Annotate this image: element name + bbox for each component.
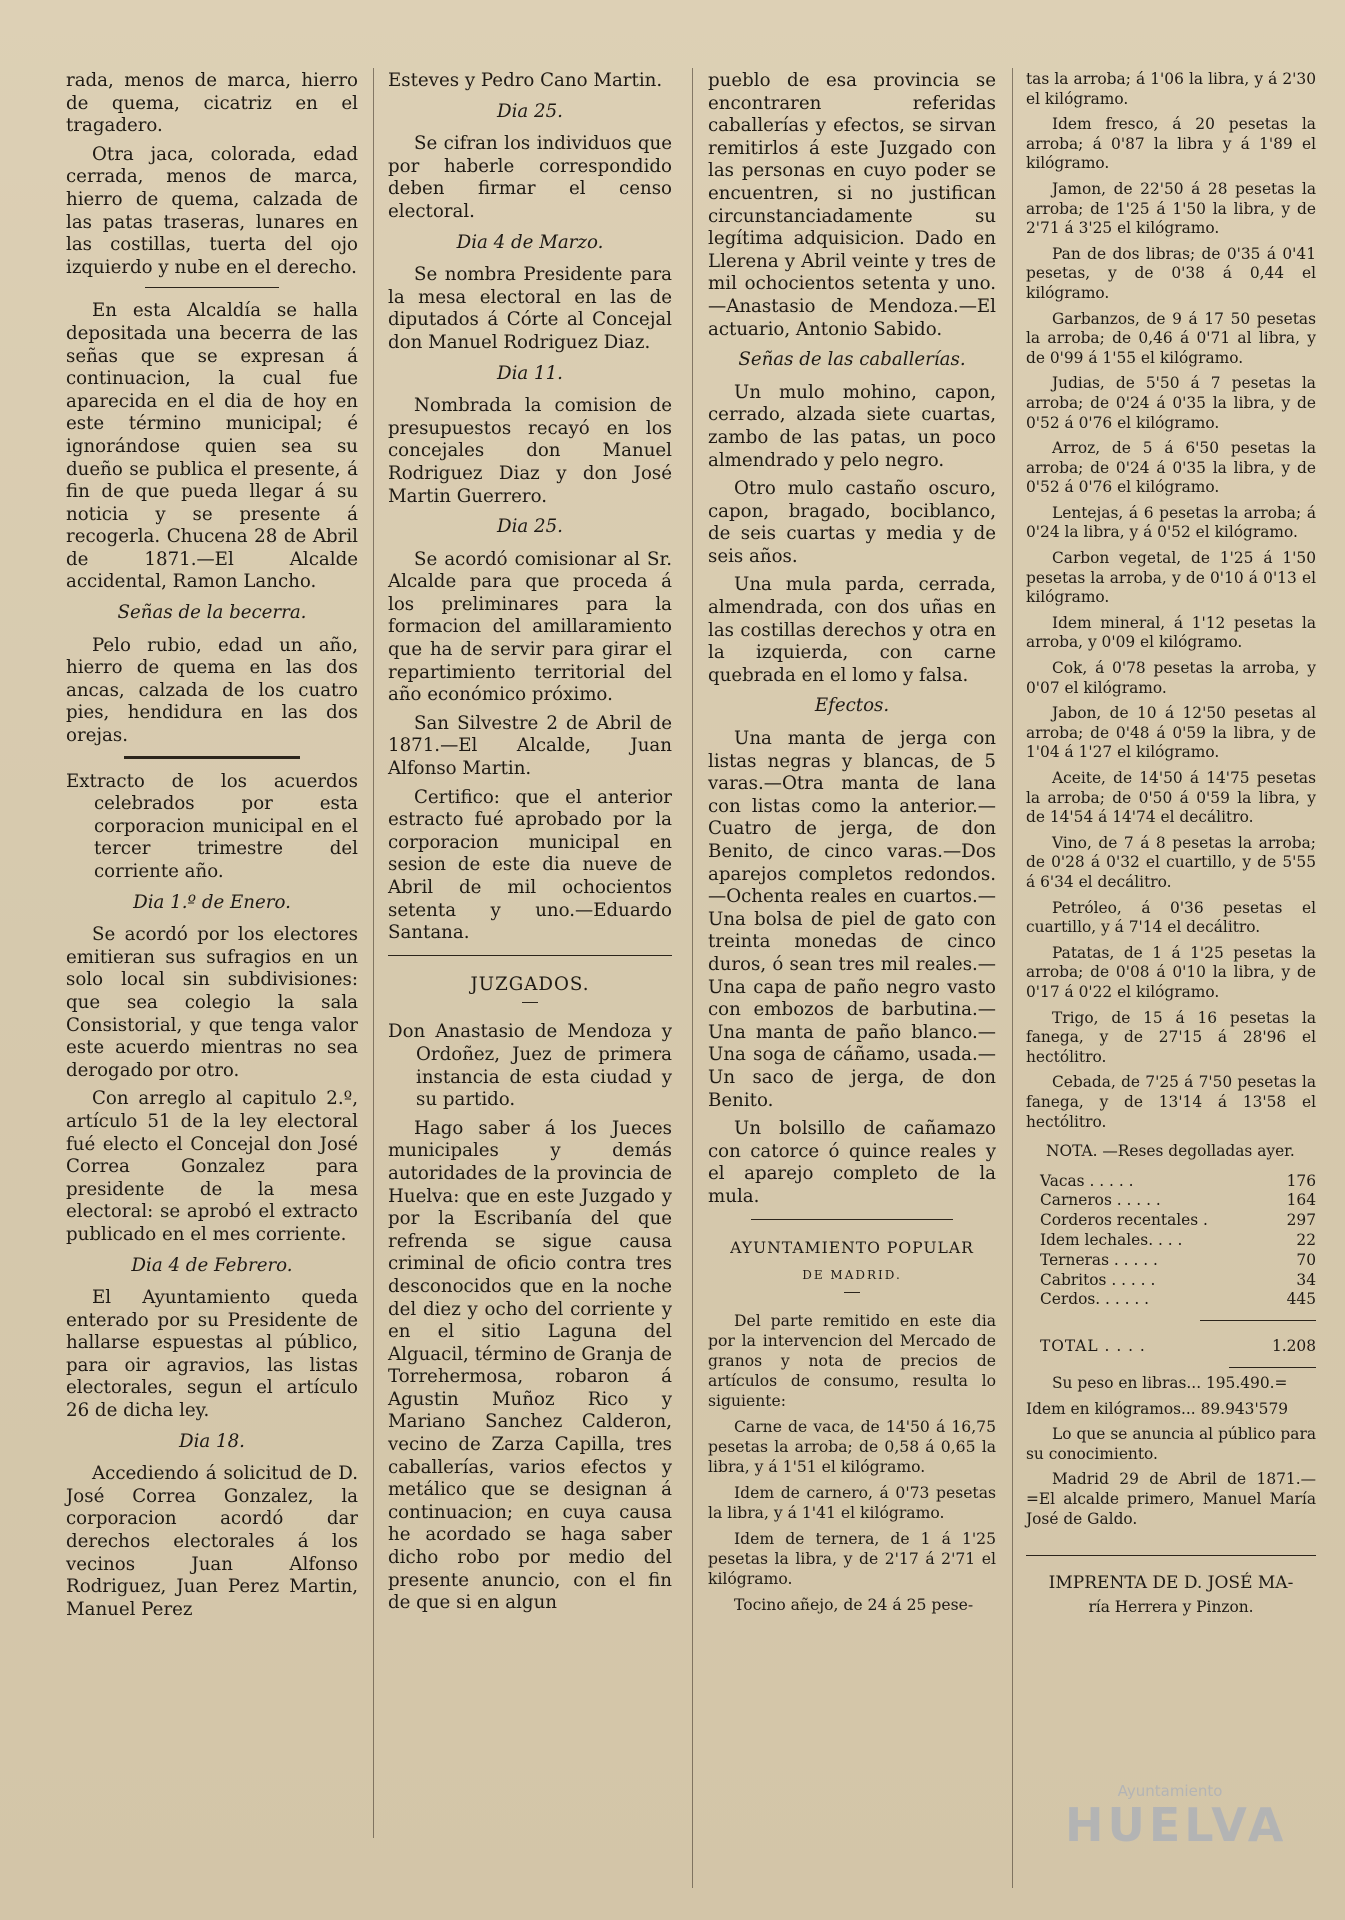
weight-kilogramos: Idem en kilógramos... 89.943'579 — [1026, 1399, 1289, 1418]
column-rule — [692, 68, 693, 1888]
date-heading: Dia 4 de Marzo. — [456, 231, 604, 253]
paragraph: Otro mulo castaño oscuro, capon, bragado, bociblanco, de seis cuartas y media y de seis años. — [708, 478, 996, 567]
weight-libras: Su peso en libras... 195.490.= — [1052, 1374, 1288, 1393]
date-heading: Dia 1.º de Enero. — [133, 891, 291, 913]
paragraph: Del parte remitido en este dia por la intervencion del Mercado de granos y nota de precios de artículos de consumo, resulta lo siguiente: — [708, 1312, 996, 1411]
paragraph: Esteves y Pedro Cano Martin. — [388, 70, 663, 91]
paragraph: Accediendo á solicitud de D. José Correa Gonzalez, la corporacion acordó dar derechos electorales á los vecinos Juan Alfonso Rodriguez, Juan Perez Martin, Manuel Perez — [66, 1463, 358, 1620]
reses-label: Cerdos. . . . . . — [1040, 1290, 1150, 1309]
table-row — [1026, 1271, 1316, 1291]
reses-value: 297 — [1286, 1211, 1316, 1230]
reses-label: Terneras . . . . . — [1040, 1250, 1158, 1269]
price-item: Lentejas, á 6 pesetas la arroba; á 0'24 la libra, y á 0'52 el kilógramo. — [1026, 503, 1316, 542]
separator — [844, 1292, 860, 1293]
price-item: Carbon vegetal, de 1'25 á 1'50 pesetas la arroba, y de 0'10 á 0'13 el kilógramo. — [1026, 549, 1316, 607]
slaughter-table — [1026, 1172, 1316, 1311]
watermark-text: Ayuntamiento — [1117, 1782, 1223, 1800]
date-heading: Dia 18. — [179, 1430, 245, 1452]
section-subheading: DE MADRID. — [802, 1267, 902, 1282]
date-heading: Dia 25. — [497, 100, 563, 122]
price-item: Arroz, de 5 á 6'50 pesetas la arroba; de 0'24 á 0'35 la libra, y de 0'52 á 0'76 el kilógramo. — [1026, 439, 1316, 497]
total-value: 1.208 — [1271, 1337, 1316, 1356]
column-rule — [1012, 68, 1013, 1888]
reses-value: 164 — [1286, 1191, 1316, 1210]
paragraph: Una manta de jerga con listas negras y blancas, de 5 varas.—Otra manta de lana con listas como la anterior.—Cuatro de jerga, de don Benito, de cinco varas.—Dos aparejos completos redondos.—Ochenta reales en cuartos.—Una bolsa de piel de gato con treinta monedas de cinco duros, ó sean tres mil reales.—Una capa de paño negro vasto con embozos de barbutina.—Una manta de paño blanco.—Una soga de cáñamo, usada.—Un saco de jerga, de don Benito. — [708, 728, 996, 1111]
separator — [145, 287, 279, 288]
column-rule — [373, 68, 374, 1838]
signature-line: San Silvestre 2 de Abril de 1871.—El Alcalde, Juan Alfonso Martin. — [388, 712, 672, 780]
price-item: Idem de ternera, de 1 á 1'25 pesetas la libra, y de 2'17 á 2'71 el kilógramo. — [708, 1530, 996, 1589]
reses-value: 34 — [1296, 1270, 1316, 1289]
reses-value: 22 — [1296, 1231, 1316, 1250]
price-item: Judias, de 5'50 á 7 pesetas la arroba; de 0'24 á 0'35 la libra, y de 0'52 á 0'76 el kilógramo. — [1026, 374, 1316, 432]
separator — [124, 756, 299, 759]
table-row — [1026, 1290, 1316, 1310]
price-item: Jabon, de 10 á 12'50 pesetas al arroba; de 0'48 á 0'59 la libra, y de 1'04 á 1'27 el kilógramo. — [1026, 704, 1316, 762]
column-2 — [388, 70, 672, 1621]
reses-label: Vacas . . . . . — [1040, 1171, 1134, 1190]
reses-value: 176 — [1286, 1171, 1316, 1190]
printer-imprint: ría Herrera y Pinzon. — [1088, 1597, 1254, 1616]
table-row — [1026, 1211, 1316, 1231]
price-item: Idem fresco, á 20 pesetas la arroba; á 0'87 la libra y á 1'89 el kilógramo. — [1026, 115, 1316, 173]
separator — [388, 955, 672, 956]
separator — [1026, 1555, 1316, 1556]
paragraph: Se acordó comisionar al Sr. Alcalde para que proceda á los preliminares para la formacion del amillaramiento que ha de servir para girar el repartimiento territorial del año económico próximo. — [388, 548, 672, 706]
price-item: tas la arroba; á 1'06 la libra, y á 2'30 el kilógramo. — [1026, 70, 1316, 108]
reses-label: Idem lechales. . . . — [1040, 1231, 1183, 1250]
price-item: Idem de carnero, á 0'73 pesetas la libra, y á 1'41 el kilógramo. — [708, 1484, 996, 1523]
watermark-text: HUELVA — [1065, 1798, 1288, 1852]
paragraph: El Ayuntamiento queda enterado por su Presidente de hallarse espuestas al público, para oir agravios, las listas electorales, segun el artículo 26 de dicha ley. — [66, 1287, 358, 1422]
price-item: Carne de vaca, de 14'50 á 16,75 pesetas la arroba; de 0,58 á 0,65 la libra, y á 1'51 el kilógramo. — [708, 1418, 996, 1477]
column-3 — [708, 70, 996, 1621]
price-item: Trigo, de 15 á 16 pesetas la fanega, y de 27'15 á 28'96 el hectólitro. — [1026, 1008, 1316, 1066]
price-item: Vino, de 7 á 8 pesetas la arroba; de 0'28 á 0'32 el cuartillo, y de 5'55 á 6'34 el decálitro. — [1026, 833, 1316, 891]
paragraph: Un bolsillo de cañamazo con catorce ó quince reales y el aparejo completo de la mula. — [708, 1118, 996, 1207]
section-title: Señas de la becerra. — [117, 602, 307, 624]
paragraph: Se nombra Presidente para la mesa electoral en las de diputados á Córte al Concejal don Manuel Rodriguez Diaz. — [388, 264, 672, 353]
table-row — [1026, 1251, 1316, 1271]
paragraph: Se acordó por los electores emitieran sus sufragios en un solo local sin subdivisiones: que sea colegio la sala Consistorial, y que tenga valor este acuerdo mientras no sea derogado por otro. — [66, 924, 358, 1081]
paragraph: Nombrada la comision de presupuestos recayó en los concejales don Manuel Rodriguez Diaz y don José Martin Guerrero. — [388, 395, 672, 507]
paragraph: Se cifran los individuos que por haberle correspondido deben firmar el censo electoral. — [388, 133, 672, 222]
paragraph: rada, menos de marca, hierro de quema, cicatriz en el tragadero. — [66, 70, 358, 137]
date-heading: Dia 25. — [497, 516, 563, 538]
notice-becerra: En esta Alcaldía se halla depositada una becerra de las señas que se expresan á continuacion, la cual fue aparecida en el dia de hoy en este término municipal; é ignorándose quien sea su dueño se publica el presente, á fin de que pueda llegar á su noticia y se presente á recogerla. Chucena 28 de Abril de 1871.—El Alcalde accidental, Ramon Lancho. — [66, 300, 358, 593]
reses-value: 445 — [1286, 1290, 1316, 1309]
reses-label: Carneros . . . . . — [1040, 1191, 1161, 1210]
price-item: Petróleo, á 0'36 pesetas el cuartillo, y á 7'14 el decálitro. — [1026, 898, 1316, 937]
section-heading-ayuntamiento: AYUNTAMIENTO POPULAR — [730, 1238, 974, 1257]
price-item: Cebada, de 7'25 á 7'50 pesetas la fanega, y de 13'14 á 13'58 el hectólitro. — [1026, 1073, 1316, 1131]
column-1 — [66, 70, 358, 1627]
paragraph: Otra jaca, colorada, edad cerrada, menos de marca, hierro de quema, calzada de las patas traseras, lunares en las costillas, tuerta del ojo izquierdo y nube en el derecho. — [66, 143, 358, 278]
separator — [522, 1002, 538, 1003]
section-title: Efectos. — [814, 695, 890, 717]
table-row — [1026, 1191, 1316, 1211]
price-item: Tocino añejo, de 24 á 25 pese- — [734, 1596, 974, 1615]
date-heading: Dia 11. — [497, 362, 563, 384]
paragraph: Una mula parda, cerrada, almendrada, con dos uñas en las costillas derechos y otra en la izquierda, con carne quebrada en el lomo y falsa. — [708, 574, 996, 686]
paragraph: Un mulo mohino, capon, cerrado, alzada siete cuartas, zambo de las patas, un poco almendrado y pelo negro. — [708, 381, 996, 471]
section-heading-juzgados: JUZGADOS. — [470, 973, 590, 995]
total-label: TOTAL . . . . — [1040, 1337, 1146, 1356]
judge-name: Don Anastasio de Mendoza y Ordoñez, Juez de primera instancia de esta ciudad y su partido. — [388, 1021, 672, 1111]
total-table — [1026, 1331, 1316, 1357]
price-item: Garbanzos, de 9 á 17 50 pesetas la arroba; de 0,46 á 0'71 al libra, y de 0'99 á 1'55 el kilógramo. — [1026, 309, 1316, 367]
certification: Certifico: que el anterior estracto fué aprobado por la corporacion municipal en sesion de este dia nueve de Abril de mil ochocientos setenta y uno.—Eduardo Santana. — [388, 786, 672, 944]
sum-line — [1200, 1320, 1316, 1321]
printer-imprint: IMPRENTA DE D. JOSÉ MA- — [1048, 1573, 1294, 1594]
table-row — [1026, 1172, 1316, 1192]
sum-line — [1229, 1367, 1316, 1368]
paragraph: Pelo rubio, edad un año, hierro de quema en las dos ancas, calzada de los cuatro pies, hendidura en las dos orejas. — [66, 634, 358, 747]
paragraph: Con arreglo al capitulo 2.º, artículo 51 de la ley electoral fué electo el Concejal don José Correa Gonzalez para presidente de la mesa electoral: se aprobó el extracto publicado en el mes corriente. — [66, 1088, 358, 1245]
separator — [751, 1219, 953, 1220]
price-item: Patatas, de 1 á 1'25 pesetas la arroba; de 0'08 á 0'10 la libra, y de 0'17 á 0'22 el kilógramo. — [1026, 943, 1316, 1001]
column-4 — [1026, 70, 1316, 1623]
section-title: Señas de las caballerías. — [738, 349, 966, 371]
paragraph: Lo que se anuncia al público para su conocimiento. — [1026, 1425, 1316, 1463]
paragraph: Hago saber á los Jueces municipales y demás autoridades de la provincia de Huelva: que en este Juzgado y por la Escribanía del que refrenda se sigue causa criminal de oficio contra tres desconocidos que en la noche del diez y ocho del corriente y en el sitio Laguna del Alguacil, término de Granja de Torrehermosa, robaron á Agustin Muñoz Rico y Mariano Sanchez Calderon, vecino de Zarza Capilla, tres caballerías, varios efectos y metálico que se designan á continuacion; en cuya causa he acordado se haga saber dicho robo por medio del presente anuncio, con el fin de que si en algun — [388, 1117, 672, 1614]
date-heading: Dia 4 de Febrero. — [131, 1254, 293, 1276]
total-row — [1026, 1331, 1316, 1357]
extract-title: Extracto de los acuerdos celebrados por esta corporacion municipal en el tercer trimestre del corriente año. — [66, 770, 358, 882]
paragraph: pueblo de esa provincia se encontraren referidas caballerías y efectos, se sirvan remitirlos á este Juzgado con las personas en cuyo poder se encuentren, si no justifican circunstanciadamente su legítima adquisicion. Dado en Llerena y Abril veinte y tres de mil ochocientos setenta y uno.—Anastasio de Mendoza.—El actuario, Antonio Sabido. — [708, 70, 996, 340]
price-item: Cok, á 0'78 pesetas la arroba, y 0'07 el kilógramo. — [1026, 659, 1316, 697]
archive-watermark — [1065, 1782, 1288, 1902]
price-item: Jamon, de 22'50 á 28 pesetas la arroba; de 1'25 á 1'50 la libra, y de 2'71 á 3'25 el kilógramo. — [1026, 179, 1316, 238]
signature-line: Madrid 29 de Abril de 1871.—=El alcalde primero, Manuel María José de Galdo. — [1026, 1470, 1316, 1528]
reses-label: Corderos recentales . — [1040, 1211, 1208, 1230]
price-item: Pan de dos libras; de 0'35 á 0'41 pesetas, y de 0'38 á 0,44 el kilógramo. — [1026, 244, 1316, 302]
reses-label: Cabritos . . . . . — [1040, 1270, 1156, 1289]
reses-value: 70 — [1296, 1250, 1316, 1269]
price-item: Idem mineral, á 1'12 pesetas la arroba, y 0'09 el kilógramo. — [1026, 613, 1316, 652]
price-item: Aceite, de 14'50 á 14'75 pesetas la arroba; de 0'50 á 0'59 la libra, y de 14'54 á 14'74 el decálitro. — [1026, 769, 1316, 827]
table-row — [1026, 1231, 1316, 1251]
note-title: NOTA. —Reses degolladas ayer. — [1046, 1142, 1295, 1161]
